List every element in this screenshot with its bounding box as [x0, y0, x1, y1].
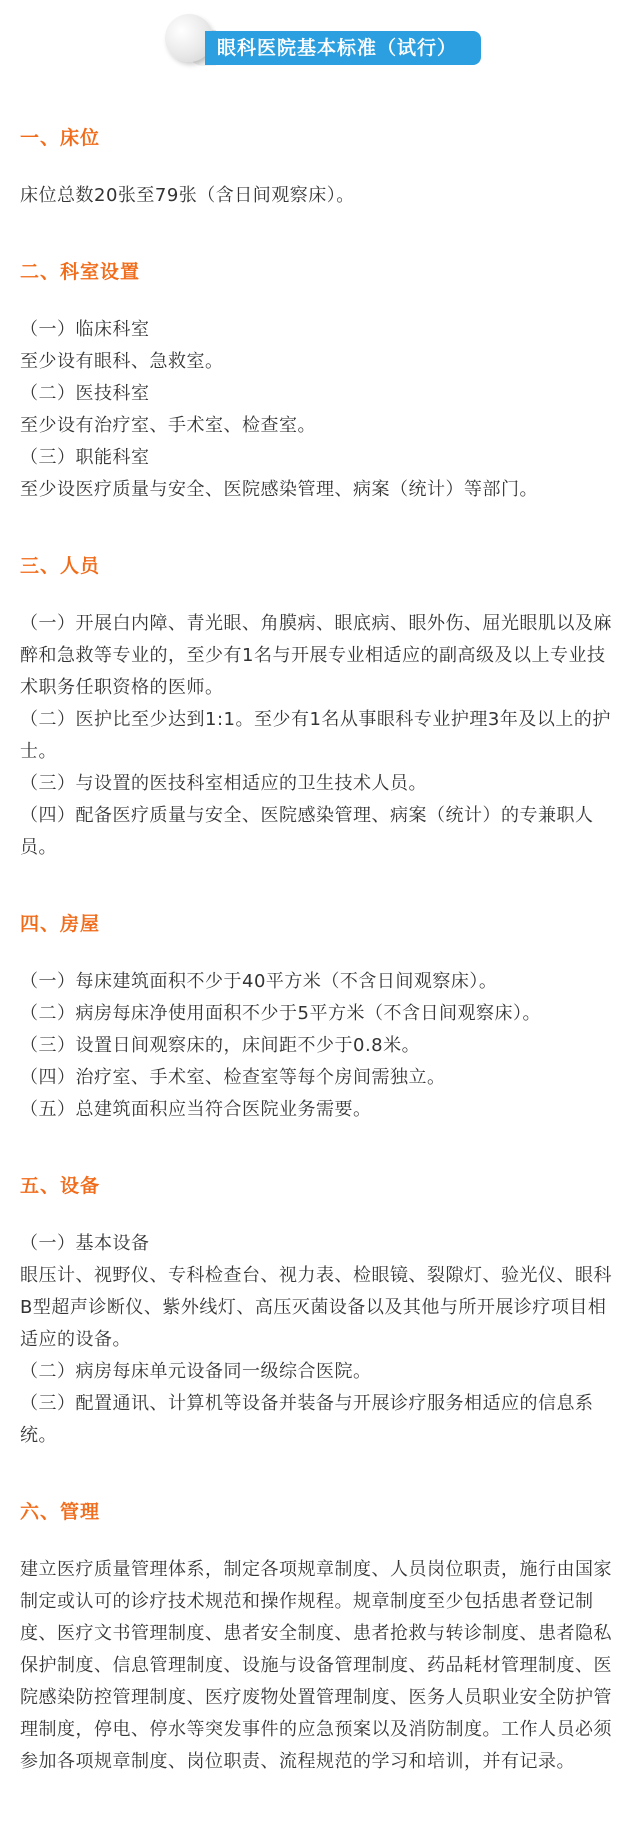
section-paragraph: （三）与设置的医技科室相适应的卫生技术人员。 [20, 773, 427, 794]
section-paragraph: （一）开展白内障、青光眼、角膜病、眼底病、眼外伤、屈光眼肌以及麻醉和急救等专业的，至少有1名与开展专业相适应的副高级及以上专业技术职务任职资格的医师。 [20, 613, 612, 698]
section-paragraph: 至少设医疗质量与安全、医院感染管理、病案（统计）等部门。 [20, 479, 538, 500]
section-3 [20, 554, 620, 864]
section-paragraph: （二）医护比至少达到1:1。至少有1名从事眼科专业护理3年及以上的护士。 [20, 709, 611, 762]
section-2 [20, 260, 620, 506]
section-paragraph: （二）医技科室 [20, 383, 150, 404]
section-paragraph: 至少设有治疗室、手术室、检查室。 [20, 415, 316, 436]
page-title: 眼科医院基本标准（试行） [205, 31, 481, 65]
section-paragraph: （三）职能科室 [20, 447, 150, 468]
section-heading: 六、管理 [20, 1501, 101, 1523]
section-heading: 一、床位 [20, 127, 101, 149]
section-heading: 三、人员 [20, 555, 101, 577]
section-paragraph: （五）总建筑面积应当符合医院业务需要。 [20, 1099, 372, 1120]
section-heading: 五、设备 [20, 1175, 101, 1197]
section-4 [20, 912, 620, 1126]
section-paragraph: （四）治疗室、手术室、检查室等每个房间需独立。 [20, 1067, 446, 1088]
section-6 [20, 1500, 620, 1778]
section-paragraph: 建立医疗质量管理体系，制定各项规章制度、人员岗位职责，施行由国家制定或认可的诊疗技术规范和操作规程。规章制度至少包括患者登记制度、医疗文书管理制度、患者安全制度、患者抢救与转诊制度、患者隐私保护制度、信息管理制度、设施与设备管理制度、药品耗材管理制度、医院感染防控管理制度、医疗废物处置管理制度、医务人员职业安全防护管理制度，停电、停水等突发事件的应急预案以及消防制度。工作人员必须参加各项规章制度、岗位职责、流程规范的学习和培训，并有记录。 [20, 1559, 612, 1772]
section-paragraph: （四）配备医疗质量与安全、医院感染管理、病案（统计）的专兼职人员。 [20, 805, 594, 858]
title-banner [0, 0, 640, 80]
section-paragraph: （二）病房每床净使用面积不少于5平方米（不含日间观察床）。 [20, 1003, 541, 1024]
section-paragraph: 眼压计、视野仪、专科检查台、视力表、检眼镜、裂隙灯、验光仪、眼科B型超声诊断仪、紫外线灯、高压灭菌设备以及其他与所开展诊疗项目相适应的设备。 [20, 1265, 612, 1350]
section-paragraph: 至少设有眼科、急救室。 [20, 351, 224, 372]
section-paragraph: （一）临床科室 [20, 319, 150, 340]
section-paragraph: （一）基本设备 [20, 1233, 150, 1254]
content-sections [20, 126, 620, 1778]
section-paragraph: （三）设置日间观察床的，床间距不少于0.8米。 [20, 1035, 421, 1056]
section-1 [20, 126, 620, 212]
section-paragraph: 床位总数20张至79张（含日间观察床）。 [20, 185, 355, 206]
section-heading: 四、房屋 [20, 913, 101, 935]
section-5 [20, 1174, 620, 1452]
section-heading: 二、科室设置 [20, 261, 141, 283]
section-paragraph: （二）病房每床单元设备同一级综合医院。 [20, 1361, 372, 1382]
section-paragraph: （三）配置通讯、计算机等设备并装备与开展诊疗服务相适应的信息系统。 [20, 1393, 594, 1446]
section-paragraph: （一）每床建筑面积不少于40平方米（不含日间观察床）。 [20, 971, 498, 992]
